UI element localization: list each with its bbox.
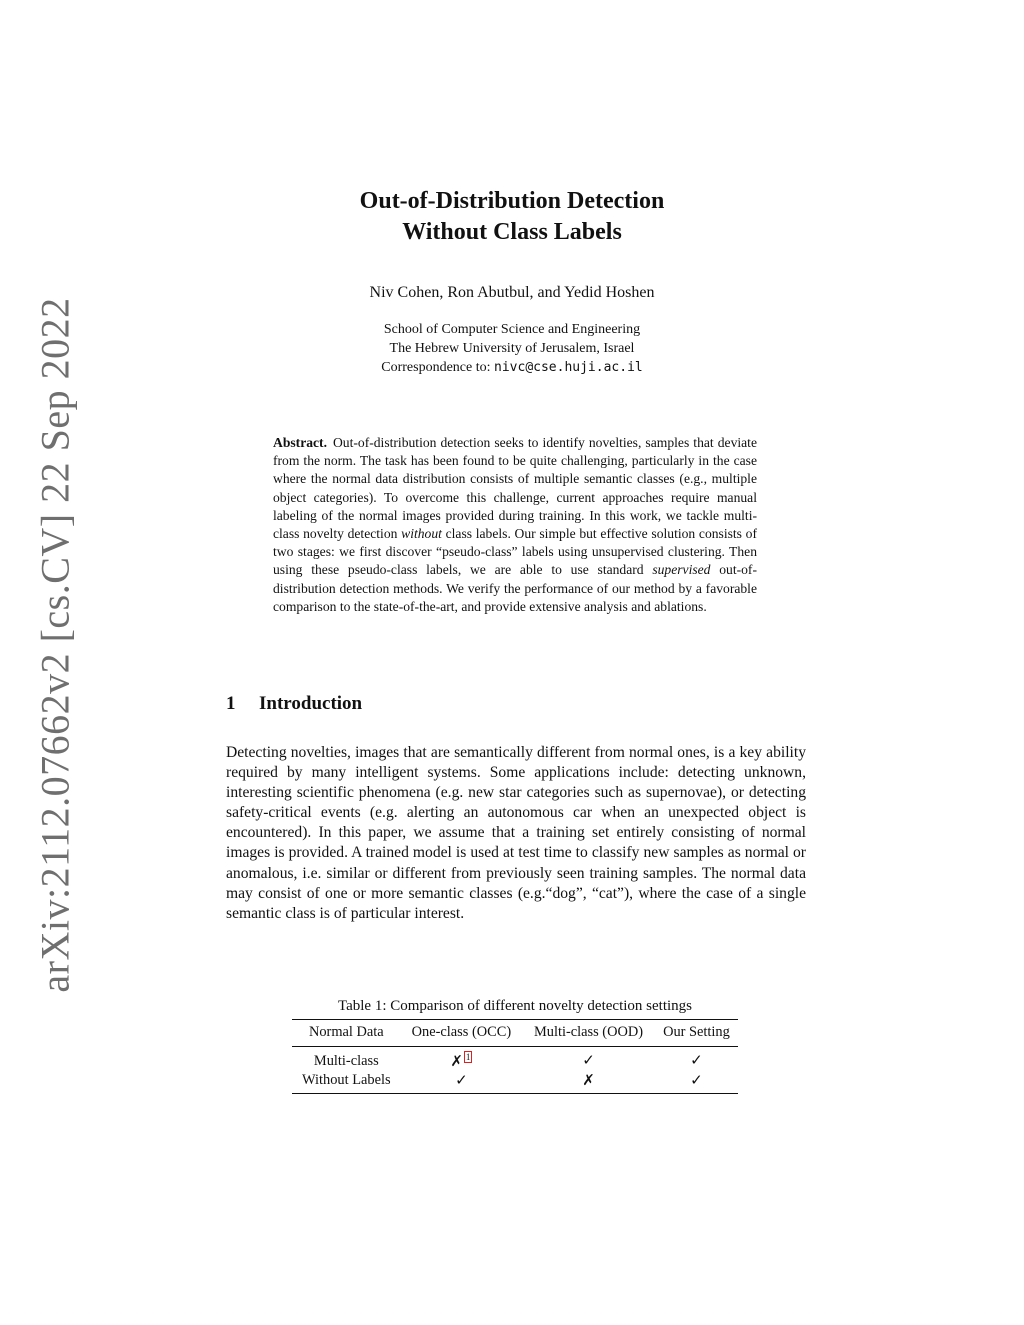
section-title: Introduction	[259, 693, 363, 714]
table-cell-ood	[522, 1071, 655, 1094]
cross-mark: ✗	[582, 1070, 595, 1089]
abstract-text-3: out-of-distribution detection methods. We verify the performance of our method by a favorable comparison to the state-of-the-art, and provide extensive analysis and ablations.	[273, 562, 757, 614]
abstract-label: Abstract.	[273, 435, 327, 450]
check-mark: ✓	[582, 1051, 595, 1070]
abstract-emphasis-without: without	[401, 526, 442, 542]
author-list: Niv Cohen, Ron Abutbul, and Yedid Hoshen	[369, 284, 655, 301]
comparison-table-container	[292, 1019, 738, 1094]
row-label: Without Labels	[302, 1072, 391, 1089]
correspondence-label: Correspondence to:	[381, 360, 495, 375]
table-cell-ours	[655, 1071, 738, 1094]
abstract-emphasis-supervised: supervised	[652, 562, 711, 578]
affiliation-school: School of Computer Science and Engineering	[383, 322, 641, 337]
row-label: Multi-class	[313, 1052, 379, 1069]
table-cell-occ	[401, 1071, 523, 1094]
header-one-class: One-class (OCC)	[411, 1024, 512, 1040]
table-row	[292, 1071, 738, 1094]
abstract-text-2: class labels. Our simple but effective solution consists of two stages: we first discover “pseudo-class” labels using unsupervised clustering. Then using these pseudo-class labels, we are able to use standard	[273, 526, 757, 578]
abstract-text-1: Out-of-distribution detection seeks to identify novelties, samples that deviate from the norm. The task has been found to be quite challenging, particularly in the case where the normal data distribution consists of multiple semantic classes (e.g., multiple object categories). To overcome this challenge, current approaches require manual labeling of the normal images provided during training. In this work, we tackle multi-class novelty detection	[273, 435, 757, 542]
table-cell-ood	[522, 1047, 655, 1071]
table-cell-ours	[655, 1047, 738, 1071]
cross-mark: ✗	[450, 1051, 463, 1070]
paper-title-line-2: Without Class Labels	[402, 219, 622, 245]
correspondence-line	[0, 358, 1024, 377]
correspondence-email[interactable]: nivc@cse.huji.ac.il	[494, 360, 643, 375]
table-header-row	[292, 1020, 738, 1047]
paper-title-line-1: Out-of-Distribution Detection	[359, 188, 665, 214]
introduction-paragraph: Detecting novelties, images that are semantically different from normal ones, is a key ability required by many intelligent systems. Some applications include: detecting unknown, interesting scientific phenomena (e.g. new star categories such as supernovae), or detecting safety-critical events (e.g. alerting an autonomous car when an unexpected object is encountered). In this paper, we assume that a training set entirely consisting of normal images is provided. A trained model is used at test time to classify new samples as normal or anomalous, i.e. similar or different from previously seen training samples. The normal data may consist of one or more semantic classes (e.g.“dog”, “cat”), where the case of a single semantic class is of particular interest.	[226, 744, 806, 922]
header-our-setting: Our Setting	[663, 1024, 730, 1040]
section-heading-introduction	[226, 693, 362, 715]
check-mark: ✓	[690, 1070, 703, 1089]
arxiv-identifier-stamp: arXiv:2112.07662v2 [cs.CV] 22 Sep 2022	[32, 297, 78, 993]
check-mark: ✓	[455, 1070, 468, 1089]
table-caption: Table 1: Comparison of different novelty detection settings	[337, 998, 692, 1014]
check-mark: ✓	[690, 1051, 703, 1070]
footnote-link[interactable]: 1	[465, 1052, 471, 1062]
section-number: 1	[226, 693, 236, 714]
paper-title	[0, 186, 1024, 248]
affiliation-block	[0, 320, 1024, 377]
table-row	[292, 1047, 738, 1071]
header-normal-data: Normal Data	[308, 1024, 384, 1040]
comparison-table	[292, 1019, 738, 1094]
table-cell-occ	[401, 1047, 523, 1071]
abstract-paragraph	[273, 434, 757, 616]
header-multi-class: Multi-class (OOD)	[533, 1024, 644, 1040]
affiliation-university: The Hebrew University of Jerusalem, Israel	[389, 341, 635, 356]
